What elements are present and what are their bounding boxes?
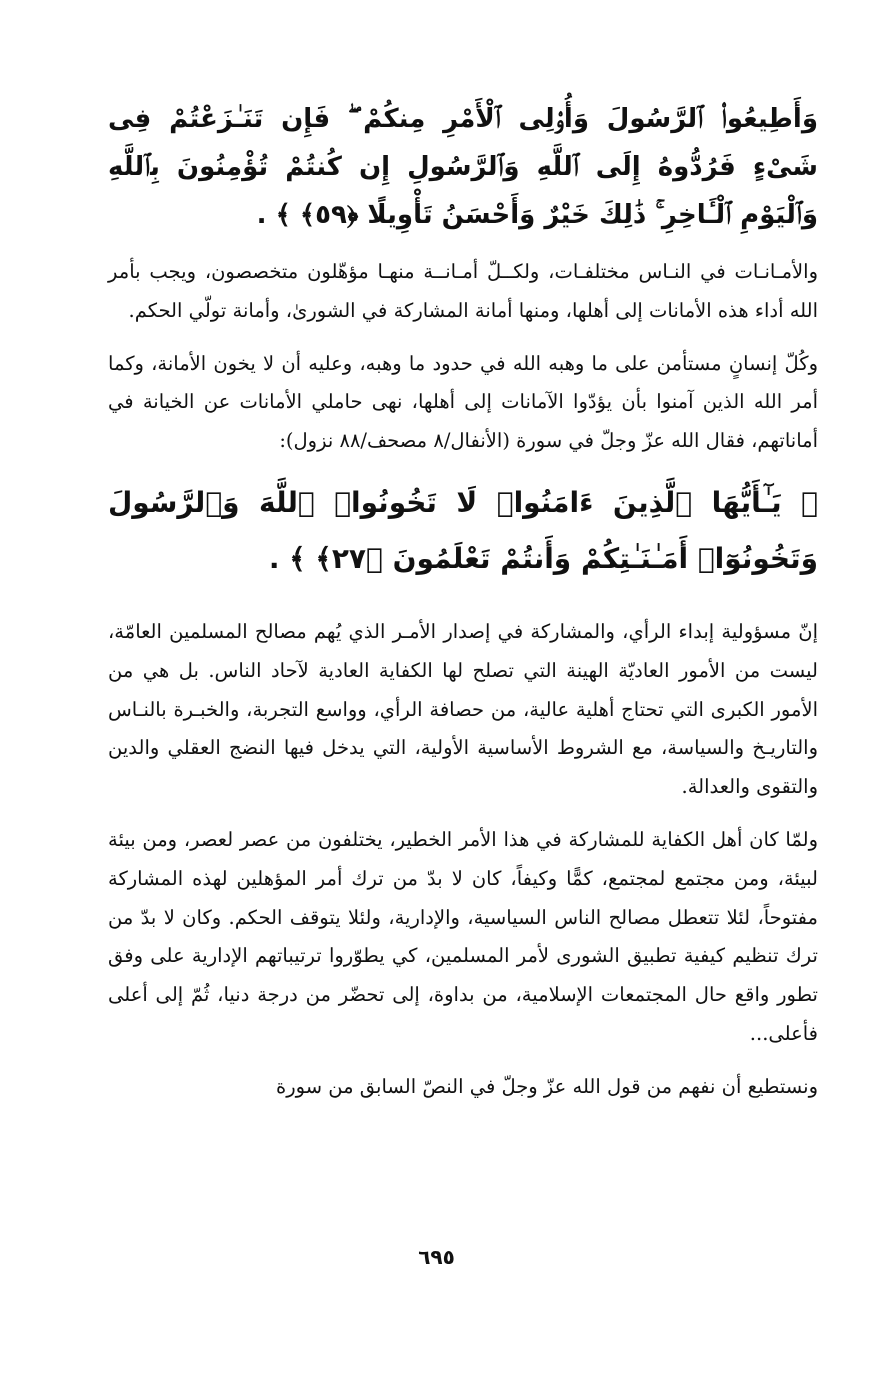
paragraph-understanding: ونستطيع أن نفهم من قول الله عزّ وجلّ في النصّ السابق من سورة	[276, 1074, 818, 1098]
paragraph-every-person: وكُلّ إنسانٍ مستأمن على ما وهبه الله في حدود ما وهبه، وعليه أن لا يخون الأمانة، وكما أمر الله الذين آمنوا بأن يؤدّوا الآمانات إلى أهلها، نهى حاملي الأمانات عن الخيانة في أماناتهم، فقال الله عزّ وجلّ في سورة (الأنفال/٨ مصحف/٨٨ نزول):	[108, 351, 818, 453]
book-page	[108, 95, 818, 1121]
quran-verse-27: ﴿ يَـٰٓأَيُّهَا ٱلَّذِينَ ءَامَنُوا۟ لَا تَخُونُوا۟ ٱللَّهَ وَٱلرَّسُولَ وَتَخُونُوٓا۟ أَمَـٰنَـٰتِكُمْ وَأَنتُمْ تَعْلَمُونَ ﴿٢٧﴾ ﴾ .	[108, 485, 818, 575]
paragraph-responsibility: إنّ مسؤولية إبداء الرأي، والمشاركة في إصدار الأمـر الذي يُهم مصالح المسلمين العامّة، ليست من الأمور العاديّة الهينة التي تصلح لها الكفاية العادية لآحاد الناس. بل هي من الأمور الكبرى التي تحتاج أهلية عالية، من حصافة الرأي، وواسع التجربة، والخبـرة بالنـاس والتاريـخ والسياسة، مع الشروط الأساسية الأولية، التي يدخل فيها النضج العقلي والدين والتقوى والعدالة.	[108, 619, 818, 799]
quran-verse-59: وَأَطِيعُوا۟ ٱلرَّسُولَ وَأُو۟لِى ٱلْأَمْرِ مِنكُمْ ۖ فَإِن تَنَـٰزَعْتُمْ فِى شَىْءٍ فَرُدُّوهُ إِلَى ٱللَّهِ وَٱلرَّسُولِ إِن كُنتُمْ تُؤْمِنُونَ بِٱللَّهِ وَٱلْيَوْمِ ٱلْـَٔاخِرِ ۚ ذَٰلِكَ خَيْرٌ وَأَحْسَنُ تَأْوِيلًا ﴿٥٩﴾ ﴾ .	[108, 104, 818, 230]
paragraph-trusts: والأمـانـات في النـاس مختلفـات، ولكــلّ أمـانــة منهـا مؤهّلون متخصصون، ويجب بأمر الله أداء هذه الأمانات إلى أهلها، ومنها أمانة المشاركة في الشورىٰ، وأمانة تولّي الحكم.	[108, 260, 818, 322]
page-number: ٦٩٥	[418, 1245, 455, 1269]
paragraph-competence: ولمّا كان أهل الكفاية للمشاركة في هذا الأمر الخطير، يختلفون من عصر لعصر، ومن بيئة لبيئة، ومن مجتمع لمجتمع، كمًّا وكيفاً، كان لا بدّ من ترك أمر المؤهلين لهذه المشاركة مفتوحاً، لئلا تتعطل مصالح الناس السياسية، والإدارية، ولئلا يتوقف الحكم. وكان لا بدّ من ترك تنظيم كيفية تطبيق الشورى لأمر المسلمين، كي يطوّروا ترتيباتهم الإدارية على وفق تطور واقع حال المجتمعات الإسلامية، من بداوة، إلى تحضّر من درجة دنيا، ثُمّ إلى أعلى فأعلى...	[108, 827, 818, 1045]
